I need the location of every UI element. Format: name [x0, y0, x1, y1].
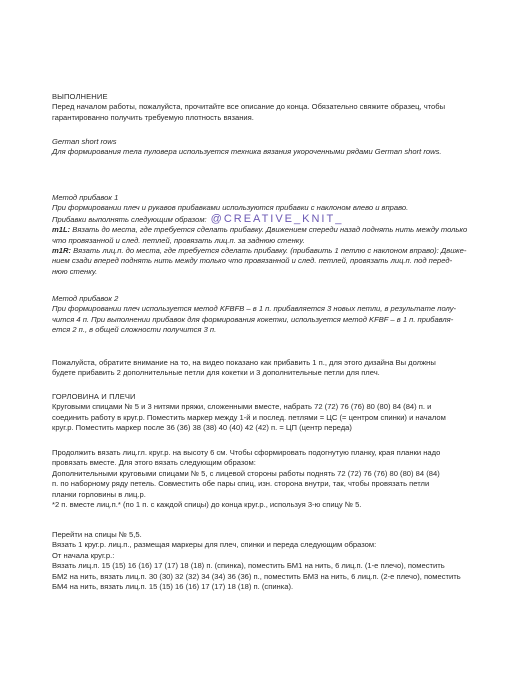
switch-section — [52, 530, 484, 592]
continue-line: *2 п. вместе лиц.п.* (по 1 п. с каждой спицы) до конца круг.р., используя 3-ю спицу № 5. — [52, 500, 362, 510]
m1r-line — [52, 246, 484, 256]
neck-section — [52, 392, 484, 434]
method1-line — [52, 214, 484, 225]
m1l-text: Вязать до места, где требуется сделать прибавку. Движением спереди назад поднять нить между только — [70, 225, 468, 235]
switch-line: БМ4 на нить, вязать лиц.п. 15 (15) 16 (16) 17 (17) 18 (18) п. (спинка). — [52, 582, 294, 592]
execution-section — [52, 92, 484, 123]
continue-line: Дополнительными круговыми спицами № 5, с лицевой стороны работы поднять 72 (72) 76 (76) 80 (80) 84 (84) — [52, 468, 440, 478]
m1l-line: что провязанной и след. петлей, провязать лиц.п. за заднюю стенку. — [52, 235, 305, 245]
neck-line: соединить работу в круг.р. Поместить маркер между 1-й и послед. петлями = ЦС (= центром спинки) и началом — [52, 412, 446, 422]
switch-line: Вязать 1 круг.р. лиц.п., размещая маркеры для плеч, спинки и переда следующим образом: — [52, 540, 377, 550]
german-line: Для формирования тела пуловера используется техника вязания укороченными рядами German short rows. — [52, 147, 442, 157]
note-section — [52, 358, 484, 379]
m1r-line: нюю стенку. — [52, 266, 98, 276]
method1-instruction: Прибавки выполнять следующим образом: — [52, 214, 207, 224]
m1r-text: Вязать лиц.п. до места, где требуется сделать прибавку. (прибавить 1 петлю с наклоном вправо): Движе- — [71, 246, 467, 256]
switch-line: Перейти на спицы № 5,5. — [52, 530, 142, 539]
method2-line: При формировании плеч используется метод KFBFB – в 1 п. прибавляется 3 новых петли, в результате полу- — [52, 304, 457, 314]
note-line: Пожалуйста, обратите внимание на то, на видео показано как прибавить 1 п., для этого дизайна Вы должны — [52, 358, 436, 367]
note-line: будете прибавить 2 дополнительные петли для кокетки и 3 дополнительные петли для плеч. — [52, 368, 380, 378]
continue-line: п. по наборному ряду петель. Совместить обе пары спиц, изн. сторона внутри, так, чтобы провязать петли — [52, 479, 430, 489]
m1l-label: m1L: — [52, 225, 71, 235]
continue-line: планки горловины в лиц.р. — [52, 489, 146, 499]
continue-line: Продолжить вязать лиц.гл. круг.р. на высоту 6 см. Чтобы сформировать подогнутую планку, края планки надо — [52, 448, 441, 457]
execution-line: Перед началом работы, пожалуйста, прочитайте все описание до конца. Обязательно свяжите образец, чтобы — [52, 102, 446, 112]
method2-line: ется 2 п., в общей сложности получится 3 п. — [52, 325, 217, 335]
german-section — [52, 137, 484, 158]
execution-heading: ВЫПОЛНЕНИЕ — [52, 92, 108, 101]
method1-section — [52, 193, 484, 277]
m1l-line — [52, 225, 484, 235]
neck-line: круг.р. Поместить маркер после 36 (36) 38 (38) 40 (40) 42 (42) п. = ЦП (центр переда) — [52, 423, 352, 433]
switch-line: Вязать лиц.п. 15 (15) 16 (16) 17 (17) 18 (18) п. (спинка), поместить БМ1 на нить, 6 лиц.п. (1-е плечо), поместить — [52, 561, 445, 571]
switch-line: От начала круг.р.: — [52, 550, 115, 560]
method1-heading: Метод прибавок 1 — [52, 193, 119, 202]
method2-section — [52, 294, 484, 336]
watermark: @CREATIVE_KNIT_ — [210, 212, 344, 225]
method2-line: чится 4 п. При выполнении прибавок для формирования кокетки, используется метод KFBF – в 1 п. прибавля- — [52, 314, 454, 324]
method2-heading: Метод прибавок 2 — [52, 294, 119, 303]
execution-line: гарантированно получить требуемую плотность вязания. — [52, 112, 254, 122]
m1r-line: нием сзади вперед поднять нить между только что провязанной и след. петлей, провязать лиц.п. под перед- — [52, 256, 453, 266]
continue-section — [52, 448, 484, 510]
neck-heading: ГОРЛОВИНА И ПЛЕЧИ — [52, 392, 136, 401]
method1-line: При формировании плеч и рукавов прибавками используются прибавки с наклоном влево и вправо. — [52, 203, 409, 213]
switch-line: БМ2 на нить, вязать лиц.п. 30 (30) 32 (32) 34 (34) 36 (36) п., поместить БМ3 на нить, 6 лиц.п. (2-е плечо), поместить — [52, 571, 461, 581]
neck-line: Круговыми спицами № 5 и 3 нитями пряжи, сложенными вместе, набрать 72 (72) 76 (76) 80 (80) 84 (84) п. и — [52, 402, 432, 412]
german-heading: German short rows — [52, 137, 117, 146]
continue-line: провязать вместе. Для этого вязать следующим образом: — [52, 458, 256, 468]
m1r-label: m1R: — [52, 246, 71, 256]
